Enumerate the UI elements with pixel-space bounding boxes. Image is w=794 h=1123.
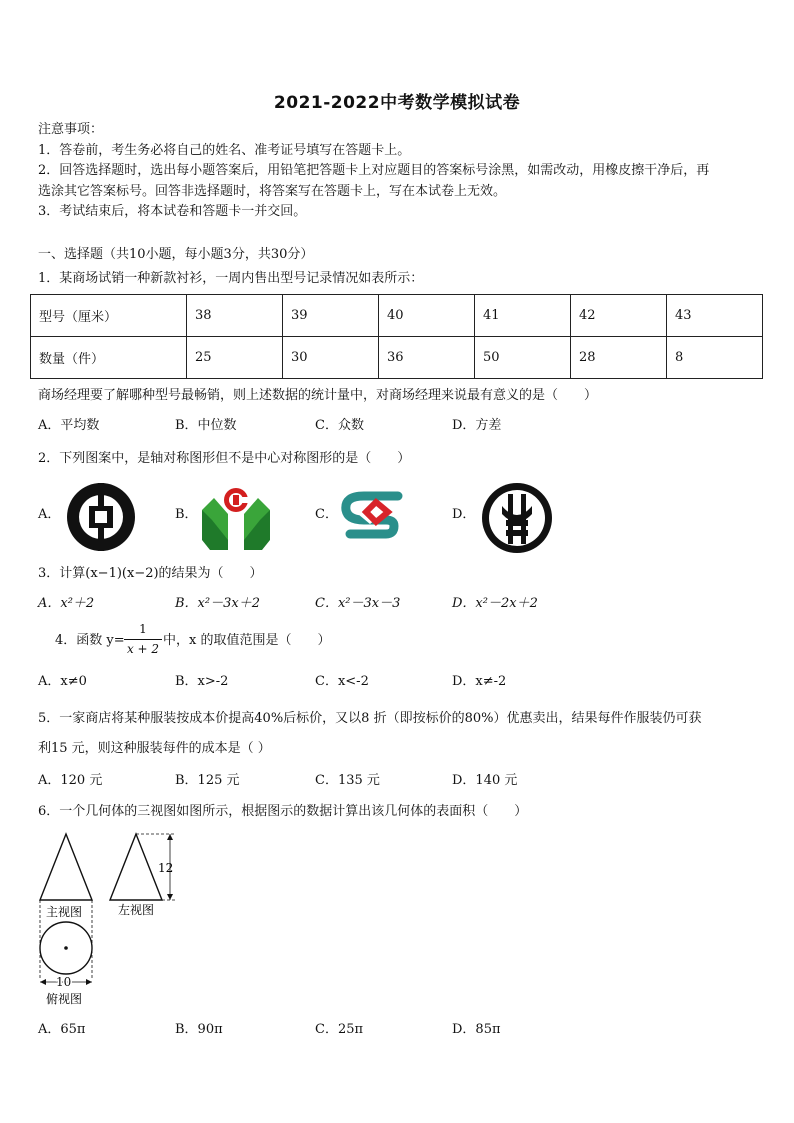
coin-logo-icon[interactable] [62, 480, 140, 556]
option-d[interactable]: D．140 元 [452, 773, 518, 788]
option-b[interactable]: B．125 元 [175, 773, 240, 788]
bank-logo-icon[interactable] [198, 480, 274, 552]
table-cell: 40 [379, 295, 475, 337]
option-c[interactable]: C．x<-2 [315, 674, 369, 689]
option-a[interactable]: A．x≠0 [38, 674, 87, 689]
table-header-cell: 型号（厘米） [31, 295, 187, 337]
fraction-numerator: 1 [124, 622, 162, 640]
table-cell: 43 [667, 295, 763, 337]
note-2-line2: 选涂其它答案标号。回答非选择题时，将答案写在答题卡上，写在本试卷上无效。 [38, 184, 507, 199]
option-a[interactable]: A．平均数 [38, 418, 100, 433]
width-label: 10 [56, 975, 72, 989]
table-row [31, 295, 763, 337]
option-b[interactable]: B．90π [175, 1022, 223, 1037]
q1-stem: 1．某商场试销一种新款衬衫，一周内售出型号记录情况如表所示： [38, 271, 424, 286]
table-cell: 38 [187, 295, 283, 337]
front-view-triangle [40, 834, 92, 900]
s-logo-icon[interactable] [336, 484, 414, 548]
q4-stem-pre: 4．函数 y= [55, 633, 125, 648]
option-a[interactable]: A．120 元 [38, 773, 103, 788]
option-a[interactable]: A．65π [38, 1022, 86, 1037]
option-c[interactable]: C．25π [315, 1022, 364, 1037]
q3-stem: 3．计算(x−1)(x−2)的结果为（ ） [38, 566, 263, 581]
q5-options [38, 772, 778, 790]
q2-stem: 2．下列图案中，是轴对称图形但不是中心对称图形的是（ ） [38, 451, 411, 466]
height-label: 12 [158, 861, 174, 875]
table-cell: 41 [475, 295, 571, 337]
q6-options [38, 1021, 778, 1039]
left-view-triangle [110, 834, 162, 900]
note-3: 3．考试结束后，将本试卷和答题卡一并交回。 [38, 204, 307, 219]
fraction-denominator: x + 2 [126, 642, 160, 656]
q3-options [38, 595, 778, 613]
left-view-label: 左视图 [118, 903, 155, 917]
table-cell: 36 [379, 337, 475, 379]
table-cell: 25 [187, 337, 283, 379]
notes-heading: 注意事项： [38, 122, 104, 137]
agri-bank-logo-icon[interactable] [478, 480, 556, 556]
front-view-label: 主视图 [46, 905, 83, 919]
option-c[interactable]: C．x²－3x－3 [315, 596, 401, 611]
q4-options [38, 673, 778, 691]
q6-stem: 6．一个几何体的三视图如图所示，根据图示的数据计算出该几何体的表面积（ ） [38, 804, 528, 819]
option-d[interactable]: D．85π [452, 1022, 501, 1037]
option-c[interactable]: C．135 元 [315, 773, 380, 788]
table-cell: 42 [571, 295, 667, 337]
three-view-figure [30, 828, 190, 1008]
table-header-cell: 数量（件） [31, 337, 187, 379]
q1-options [38, 417, 778, 435]
table-cell: 30 [283, 337, 379, 379]
option-a[interactable]: A．x²＋2 [38, 596, 95, 611]
q5-stem-line2: 利15 元，则这种服装每件的成本是（ ） [38, 741, 271, 756]
option-b-label: B． [175, 507, 198, 522]
option-d[interactable]: D．方差 [452, 418, 502, 433]
section-heading: 一、选择题（共10小题，每小题3分，共30分） [38, 247, 314, 262]
option-b[interactable]: B．x>-2 [175, 674, 229, 689]
q1-question: 商场经理要了解哪种型号最畅销，则上述数据的统计量中，对商场经理来说最有意义的是（ ） [38, 388, 598, 403]
q4-stem-post: 中，x 的取值范围是（ ） [163, 633, 331, 648]
option-b[interactable]: B．中位数 [175, 418, 237, 433]
option-b[interactable]: B．x²－3x＋2 [175, 596, 260, 611]
page-title: 2021-2022中考数学模拟试卷 [273, 93, 521, 113]
option-c-label: C． [315, 507, 338, 522]
note-1: 1．答卷前，考生务必将自己的姓名、准考证号填写在答题卡上。 [38, 143, 411, 158]
fraction [124, 622, 162, 657]
top-view-label: 俯视图 [46, 992, 83, 1006]
option-c[interactable]: C．众数 [315, 418, 364, 433]
option-d-label: D． [452, 507, 476, 522]
table-row [31, 337, 763, 379]
table-cell: 28 [571, 337, 667, 379]
size-table [30, 294, 763, 379]
option-a-label: A． [38, 507, 61, 522]
note-2-line1: 2．回答选择题时，选出每小题答案后，用铅笔把答题卡上对应题目的答案标号涂黑，如需改动，用橡皮擦干净后，再 [38, 163, 710, 178]
table-cell: 50 [475, 337, 571, 379]
table-cell: 8 [667, 337, 763, 379]
q5-stem-line1: 5．一家商店将某种服装按成本价提高40%后标价，又以8 折（即按标价的80%）优惠卖出，结果每件作服装仍可获 [38, 711, 702, 726]
table-cell: 39 [283, 295, 379, 337]
option-d[interactable]: D．x≠-2 [452, 674, 507, 689]
option-d[interactable]: D．x²－2x＋2 [452, 596, 538, 611]
q2-options [38, 480, 778, 552]
